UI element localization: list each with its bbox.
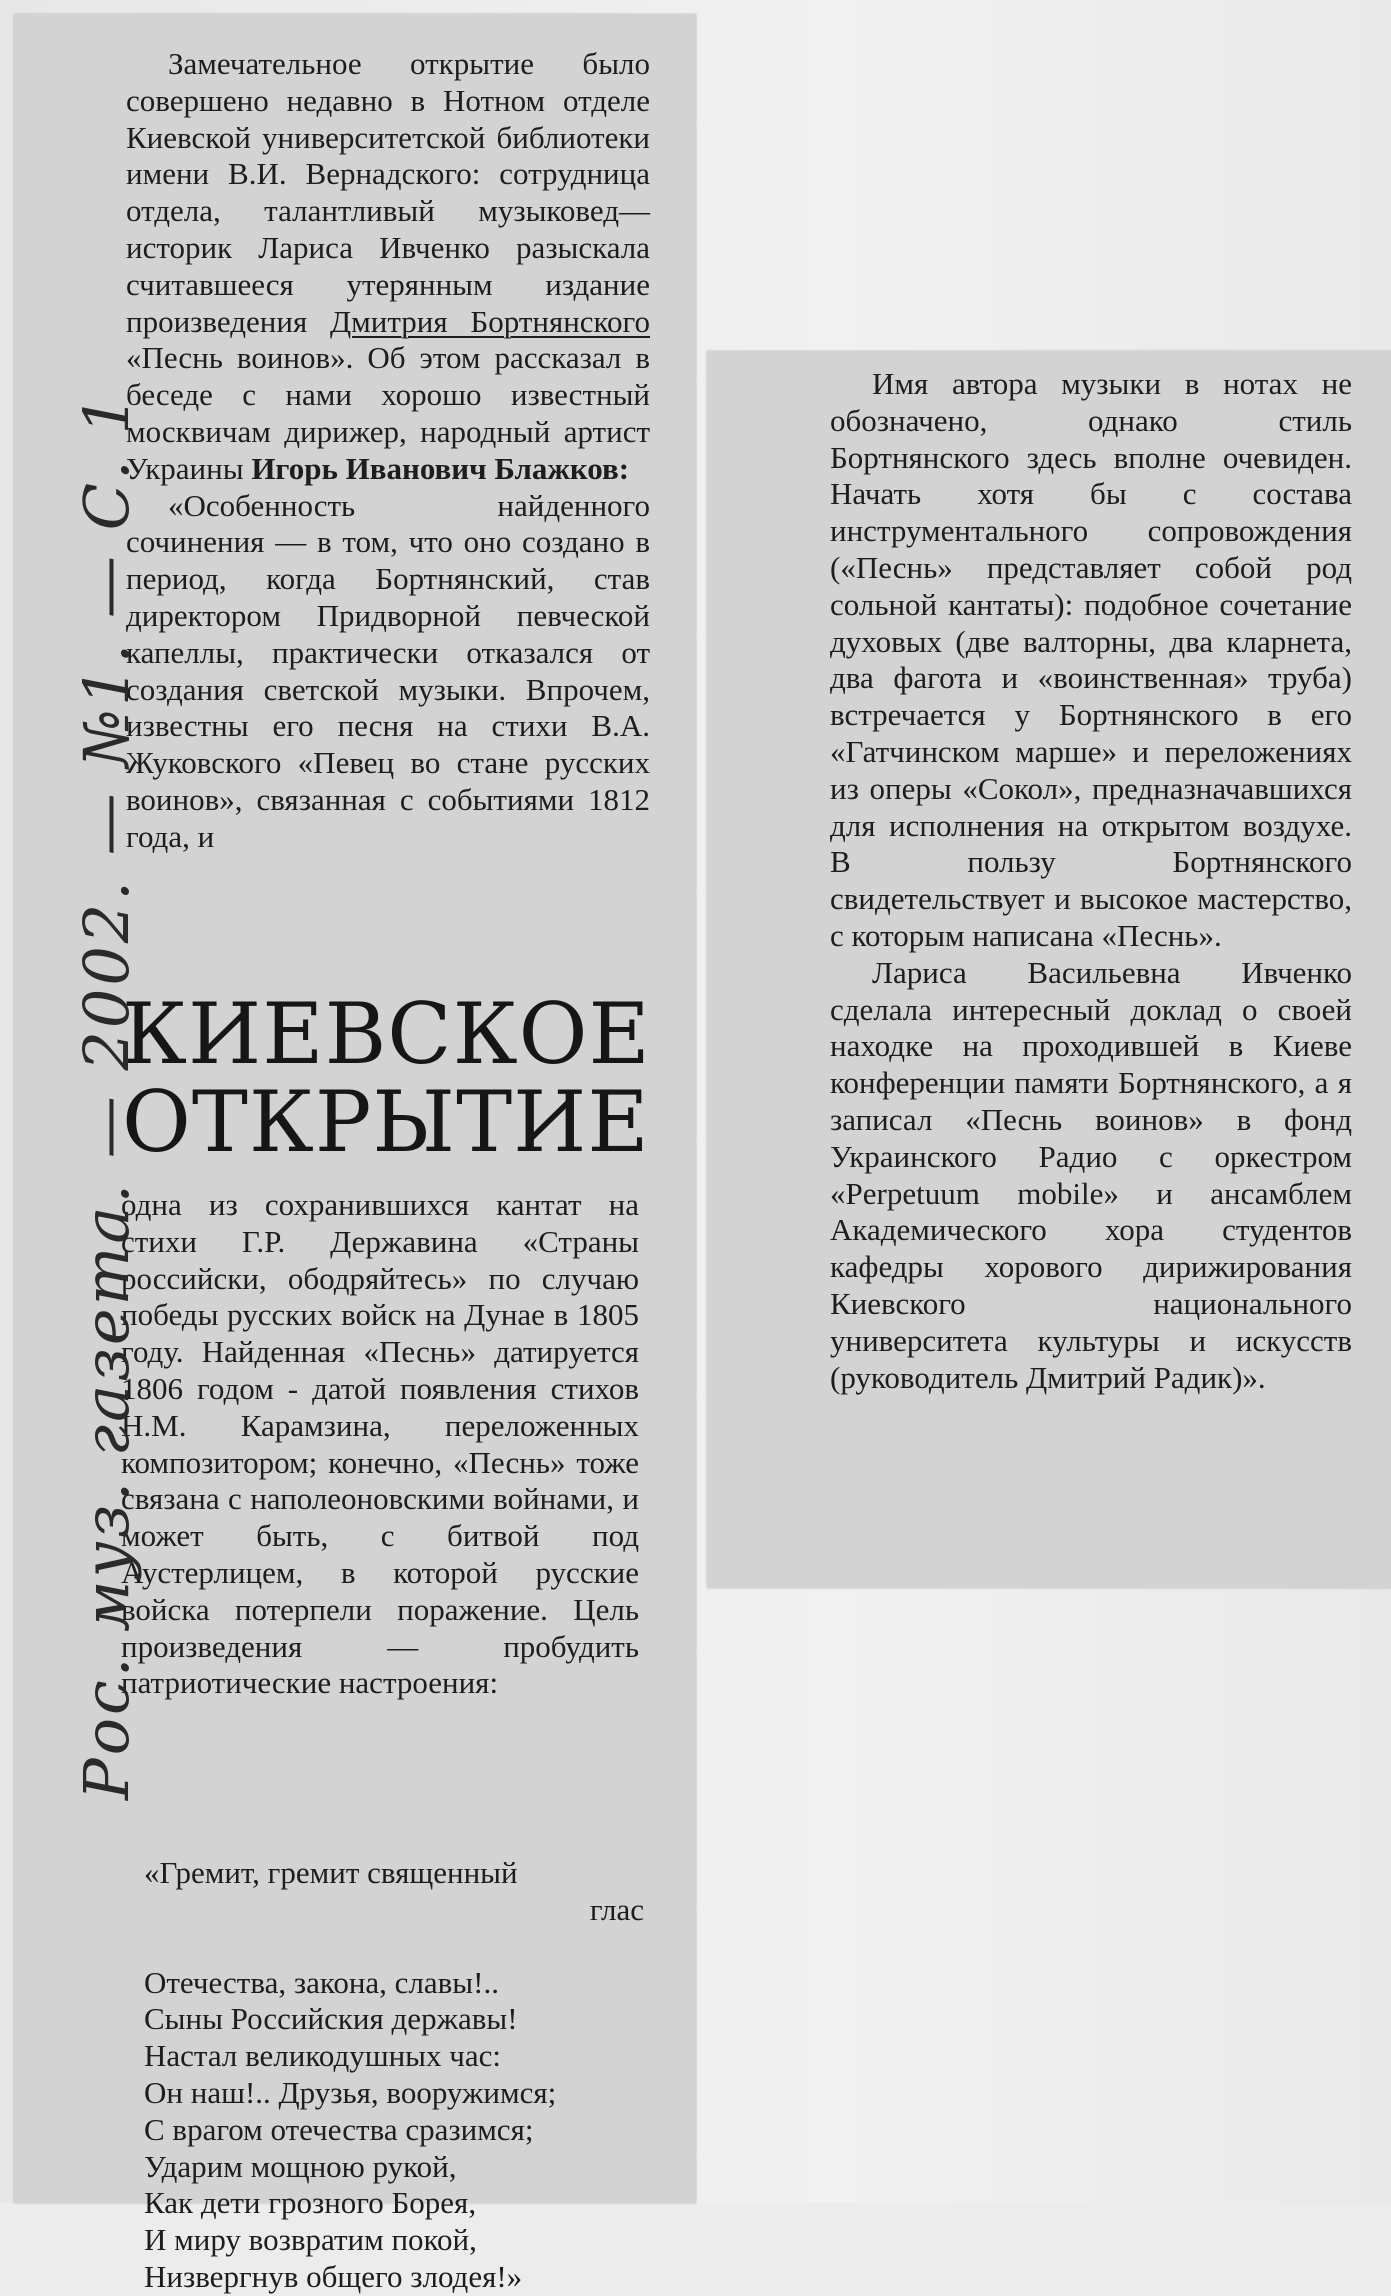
right-paragraph-2: Лариса Васильевна Ивченко сделала интересный доклад о своей находке на проходившей в Киеве конференции памяти Бортнянского, а я записал «Песнь воинов» в фонд Украинского Радио с оркестром «Perpetuum mobile» и ансамблем Академического хора студентов кафедры хорового дирижирования Киевского национального университета культуры и искусств (руководитель Дмитрий Радик)». — [830, 954, 1352, 1395]
headline-line-1: КИЕВСКОЕ — [122, 985, 651, 1083]
article-headline — [122, 985, 662, 1171]
poem-line: Настал великодушных час: — [144, 2038, 501, 2074]
conductor-name: Игорь Иванович Блажков: — [251, 450, 630, 486]
poem-line: Низвергнув общего злодея!» — [144, 2258, 523, 2294]
poem-quote — [144, 1855, 644, 2296]
handwritten-citation: Рос. муз. газета. — 2002. — №1. — С. 1 — [70, 392, 143, 1800]
continuation-paragraph: одна из сохранившихся кантат на стихи Г.Р. Державина «Страны российски, ободряйтесь» по случаю победы русских войск на Дунае в 1805 году. Найденная «Песнь» датируется 1806 годом - датой появления стихов Н.М. Карамзина, переложенных композитором; конечно, «Песнь» тоже связана с наполеоновскими войнами, и может быть, с битвой под Аустерлицем, в которой русские войска потерпели поражение. Цель произведения — пробудить патриотические настроения: — [121, 1187, 639, 1701]
poem-line: Как дети грозного Борея, — [144, 2185, 477, 2221]
poem-line: Отечества, закона, славы!.. — [144, 1964, 499, 2000]
poem-line: Он наш!.. Друзья, вооружимся; — [144, 2074, 557, 2110]
article-intro — [126, 46, 650, 856]
poem-line-glas: глас — [589, 1891, 644, 1927]
poem-line: Ударим мощною рукой, — [144, 2148, 457, 2184]
article-right-column — [830, 366, 1352, 1396]
intro-text-a: Замечательное открытие было совершено недавно в Нотном отделе Киевской университетской библиотеки имени В.И. Вернадского: сотрудница отдела, талантливый музыковед—историк Лариса Ивченко разыскала считавшееся утерянным издание произведения — [126, 46, 650, 339]
poem-line: И миру возвратим покой, — [144, 2222, 477, 2258]
right-paragraph-1: Имя автора музыки в нотах не обозначено, однако стиль Бортнянского здесь вполне очевиден. Начать хотя бы с состава инструментального сопровождения («Песнь» представляет собой род сольной кантаты): подобное сочетание духовых (две валторны, два кларнета, два фагота и «воинственная» труба) встречается у Бортнянского в его «Гатчинском марше» и переложениях из оперы «Сокол», предназначавшихся для исполнения на открытом воздухе. В пользу Бортнянского свидетельствует и высокое мастерство, с которым написана «Песнь». — [830, 366, 1352, 953]
intro-paragraph — [126, 46, 650, 488]
quote-paragraph: «Особенность найденного сочинения — в том, что оно создано в период, когда Бортнянский, став директором Придворной певческой капеллы, практически отказался от создания светской музыки. Впрочем, известны его песня на стихи В.А. Жуковского «Певец во стане русских воинов», связанная с событиями 1812 года, и — [126, 487, 650, 854]
composer-name: Дмитрия Бортнянского — [330, 303, 650, 339]
article-continuation — [121, 1187, 639, 1702]
poem-line: С врагом отечества сразимся; — [144, 2111, 534, 2147]
poem-line: Сыны Российския державы! — [144, 2001, 518, 2037]
poem-line-first: «Гремит, гремит священный — [144, 1855, 518, 1890]
headline-line-2: ОТКРЫТИЕ — [122, 1073, 650, 1171]
intro-text-b: «Песнь воинов». Об этом рассказал в беседе с нами хорошо известный москвичам дирижер, народный артист Украины — [126, 340, 650, 486]
poem-gap — [144, 1929, 644, 1965]
